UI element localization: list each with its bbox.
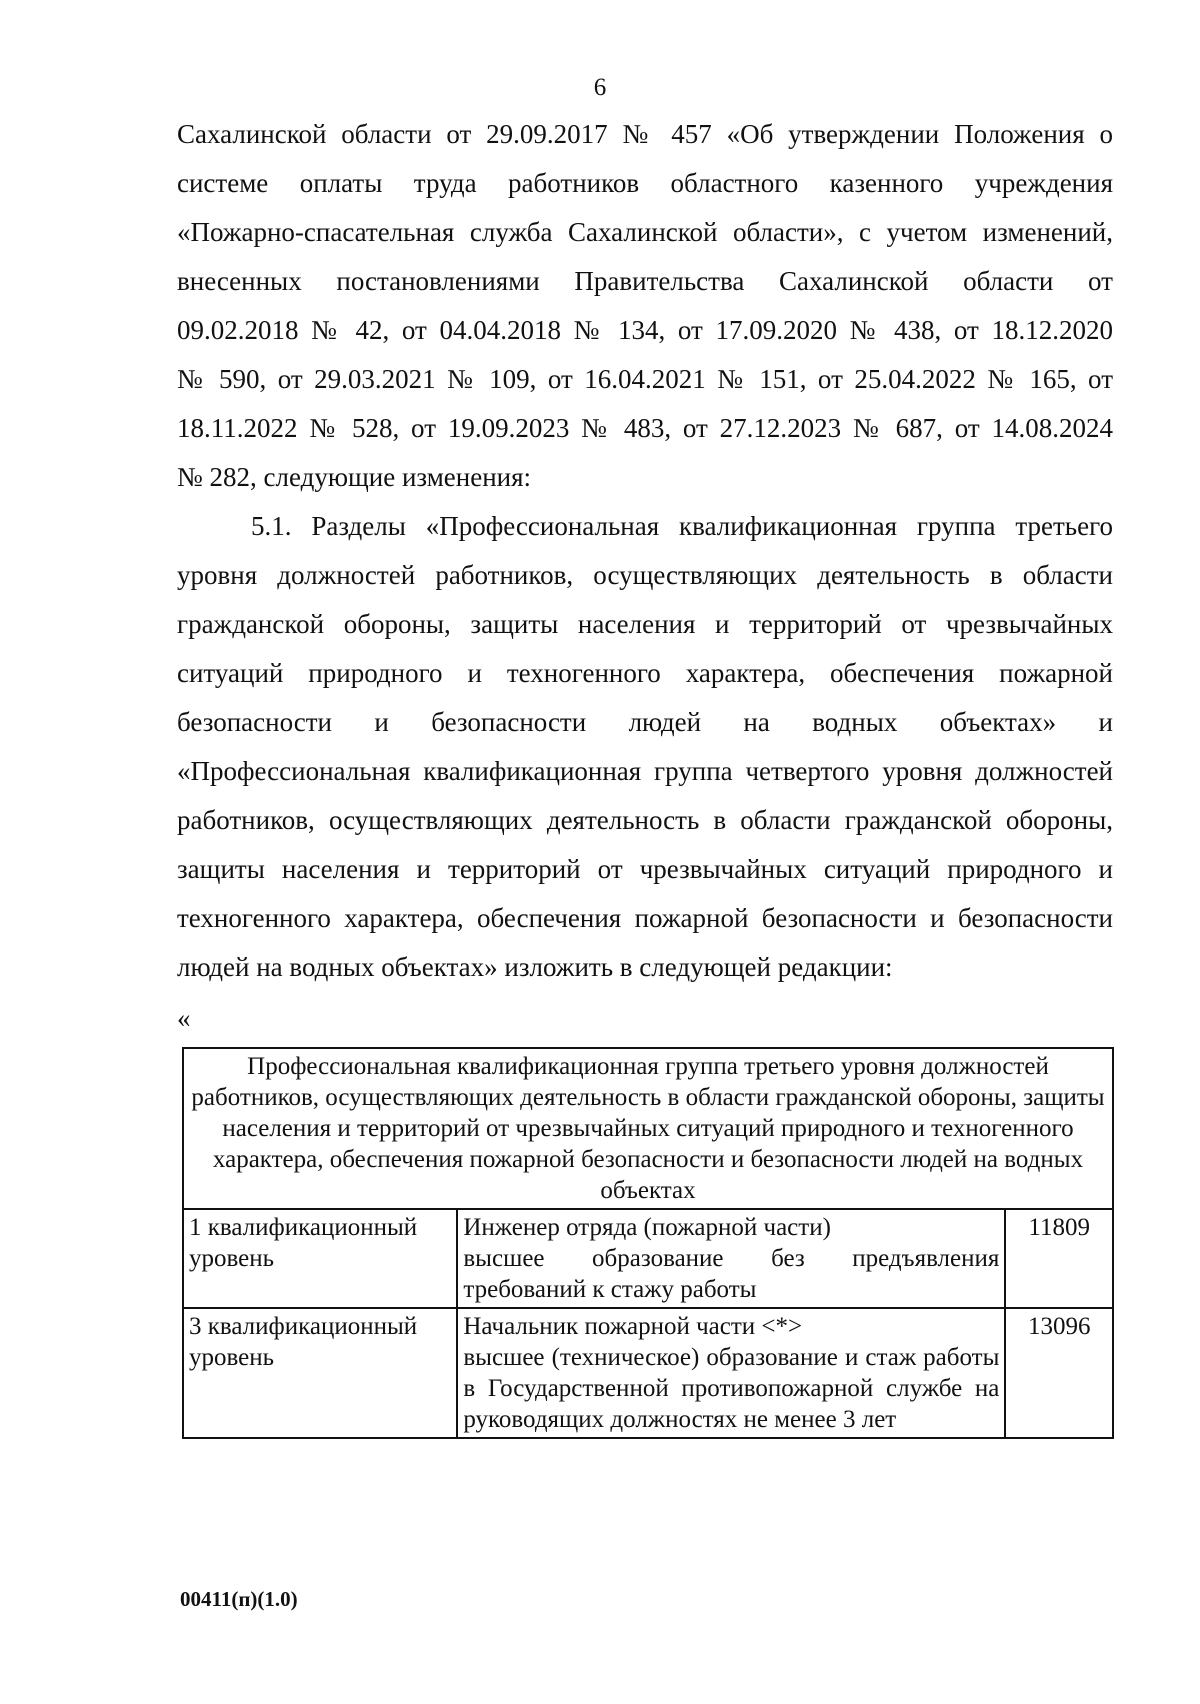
position-title: Начальник пожарной части <*>: [463, 1313, 803, 1340]
position-requirement: высшее образование без предъявления требований к стажу работы: [463, 1245, 1000, 1303]
text-line: «Профессиональная квалификационная группа четвертого уровня должностей: [177, 756, 1113, 786]
text-line: № 282, следующие изменения:: [177, 462, 532, 492]
document-body: [177, 110, 1113, 992]
qualification-group-table: [182, 1047, 1114, 1439]
position-cell: [457, 1308, 1005, 1438]
group-header-cell: Профессиональная квалификационная группа третьего уровня должностей работников, осуществляющих деятельность в области гражданской обороны, защиты населения и территорий от чрезвычайных ситуаций природного и техногенного характера, обеспечения пожарной безопасности и безопасности людей на водных объектах: [183, 1048, 1113, 1209]
text-line: гражданской обороны, защиты населения и территорий от чрезвычайных: [177, 609, 1113, 639]
table-row: [183, 1209, 1113, 1308]
salary-cell: 11809: [1005, 1209, 1113, 1308]
text-line: защиты населения и территорий от чрезвычайных ситуаций природного и: [177, 854, 1113, 884]
text-line: 5.1. Разделы «Профессиональная квалификационная группа третьего: [251, 511, 1113, 541]
text-line: Сахалинской области от 29.09.2017 № 457 «Об утверждении Положения о: [177, 119, 1113, 149]
table-header-row: [183, 1048, 1113, 1209]
opening-quote-mark: «: [177, 1003, 191, 1033]
qualification-level-cell: 3 квалификационный уровень: [183, 1308, 457, 1438]
text-line: 09.02.2018 № 42, от 04.04.2018 № 134, от 17.09.2020 № 438, от 18.12.2020: [177, 315, 1113, 345]
text-line: «Пожарно-спасательная служба Сахалинской области», с учетом изменений,: [177, 217, 1113, 247]
text-line: 18.11.2022 № 528, от 19.09.2023 № 483, от 27.12.2023 № 687, от 14.08.2024: [177, 413, 1113, 443]
position-requirement: высшее (техническое) образование и стаж работы в Государственной противопожарной службе на руководящих должностях не менее 3 лет: [463, 1344, 1000, 1433]
page-number: 6: [593, 74, 607, 101]
table-row: [183, 1308, 1113, 1438]
text-line: людей на водных объектах» изложить в следующей редакции:: [177, 952, 893, 982]
text-line: № 590, от 29.03.2021 № 109, от 16.04.2021 № 151, от 25.04.2022 № 165, от: [177, 364, 1113, 394]
text-line: внесенных постановлениями Правительства Сахалинской области от: [177, 266, 1113, 296]
position-title: Инженер отряда (пожарной части): [463, 1214, 831, 1241]
text-line: техногенного характера, обеспечения пожарной безопасности и безопасности: [177, 903, 1113, 933]
text-line: ситуаций природного и техногенного характера, обеспечения пожарной: [177, 658, 1113, 688]
salary-cell: 13096: [1005, 1308, 1113, 1438]
position-cell: [457, 1209, 1005, 1308]
text-line: безопасности и безопасности людей на водных объектах» и: [177, 707, 1113, 737]
text-line: работников, осуществляющих деятельность в области гражданской обороны,: [177, 805, 1113, 835]
qualification-level-cell: 1 квалификационный уровень: [183, 1209, 457, 1308]
document-code: 00411(п)(1.0): [180, 1587, 298, 1611]
text-line: уровня должностей работников, осуществляющих деятельность в области: [177, 560, 1113, 590]
text-line: системе оплаты труда работников областного казенного учреждения: [177, 168, 1113, 198]
